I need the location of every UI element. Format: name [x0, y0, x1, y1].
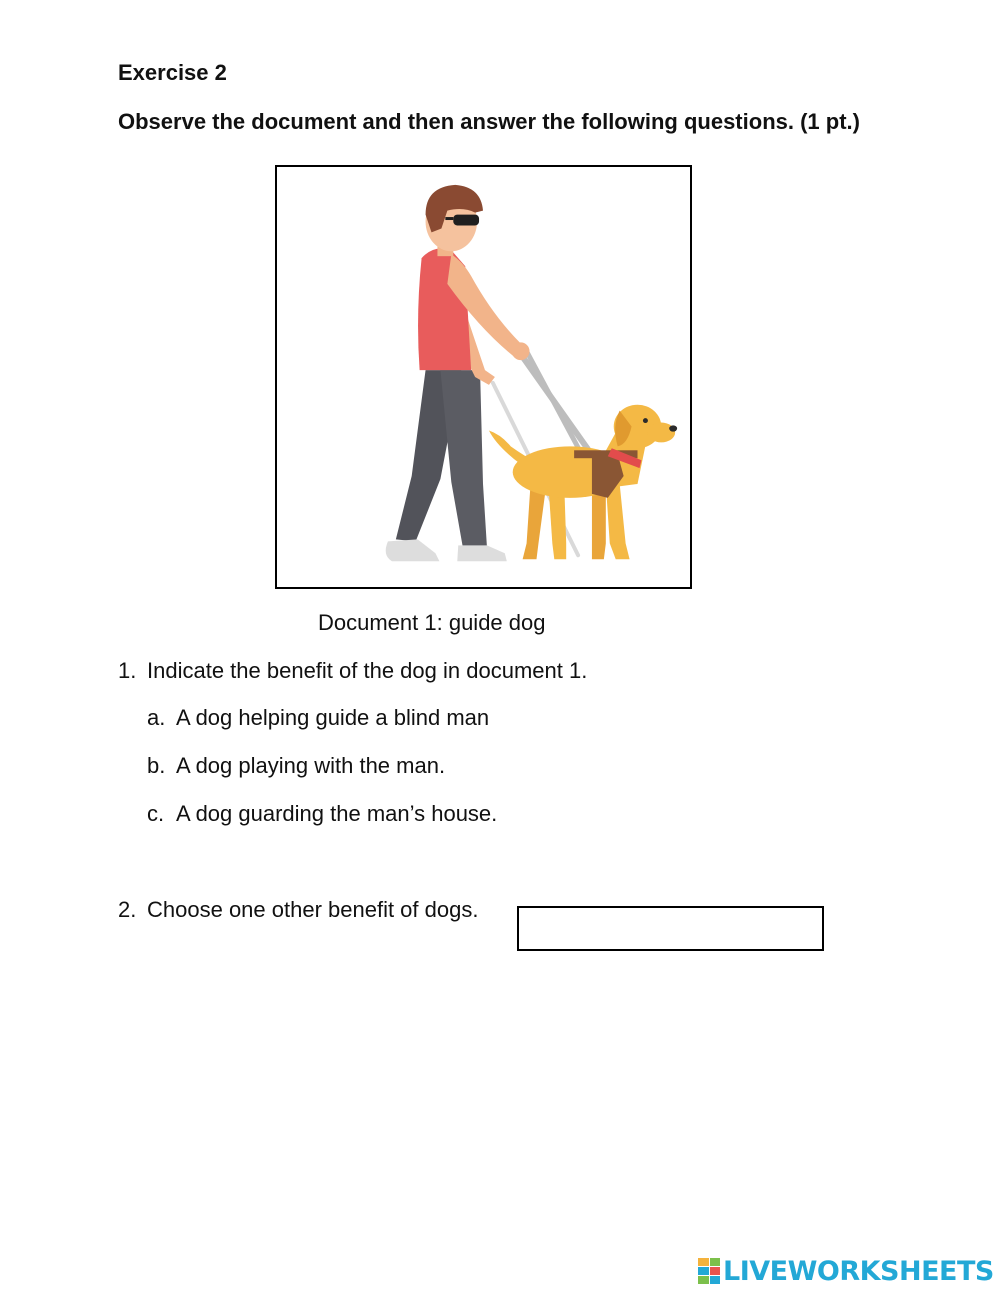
option-b-text: A dog playing with the man.: [176, 753, 446, 778]
question-2-number: 2.: [118, 897, 137, 922]
option-c-text: A dog guarding the man’s house.: [176, 801, 498, 826]
question-2-answer-input[interactable]: [517, 906, 824, 951]
question-2: [118, 897, 478, 923]
exercise-instruction: Observe the document and then answer the following questions. (1 pt.): [118, 109, 860, 134]
liveworksheets-logo-icon: [698, 1258, 720, 1284]
option-a-letter: a.: [147, 705, 166, 730]
question-1-option-a[interactable]: [147, 705, 489, 731]
question-1-number: 1.: [118, 658, 137, 683]
question-1-option-b[interactable]: [147, 753, 445, 779]
question-1-text: Indicate the benefit of the dog in document 1.: [147, 658, 588, 683]
liveworksheets-logo: [698, 1254, 994, 1288]
option-b-letter: b.: [147, 753, 166, 778]
guide-dog-illustration: [277, 167, 690, 587]
option-a-text: A dog helping guide a blind man: [176, 705, 490, 730]
document-figure: [275, 165, 692, 589]
question-2-text: Choose one other benefit of dogs.: [147, 897, 479, 922]
figure-caption: Document 1: guide dog: [318, 610, 546, 635]
liveworksheets-logo-text: LIVEWORKSHEETS: [723, 1255, 994, 1287]
exercise-title: Exercise 2: [118, 60, 227, 85]
question-1: [118, 658, 587, 684]
question-1-option-c[interactable]: [147, 801, 497, 827]
option-c-letter: c.: [147, 801, 165, 826]
